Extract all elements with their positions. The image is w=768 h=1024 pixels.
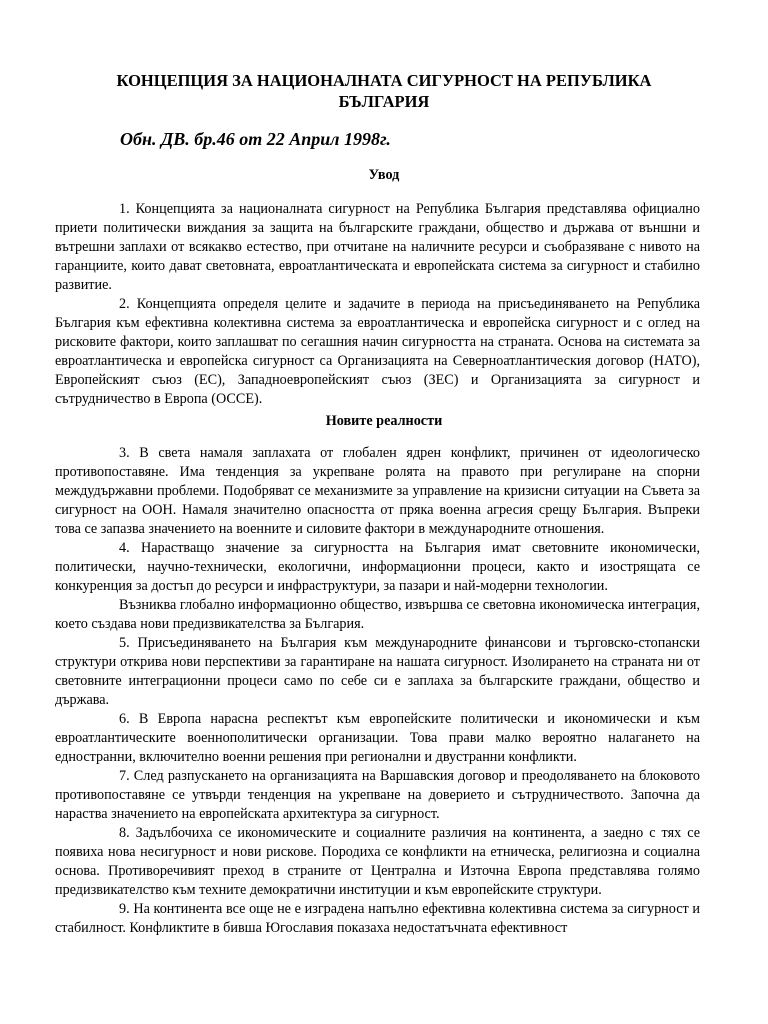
paragraph: 9. На континента все още не е изградена напълно ефективна колективна система за сигурност и стабилност. Конфликтите в бивша Югославия показаха недостатъчната ефективност <box>55 901 700 936</box>
document-title: КОНЦЕПЦИЯ ЗА НАЦИОНАЛНАТА СИГУРНОСТ НА РЕПУБЛИКА БЪЛГАРИЯ <box>116 71 652 111</box>
section-body-introduction <box>55 200 700 409</box>
paragraph: 6. В Европа нарасна респектът към европейските политически и икономически и към евроатлантическите военнополитически организации. Това прави малко вероятно налагането на едностранни, включително военни решения при регионални и двустранни конфликти. <box>55 711 700 765</box>
section-heading-new-realities: Новите реалности <box>325 413 443 429</box>
paragraph: 1. Концепцията за националната сигурност на Република България представлява официално приети политически виждания за защита на българските граждани, общество и държава от външни и вътрешни заплахи от всякакво естество, при отчитане на наличните ресурси и съобразяване с нивото на гаранциите, които дават световната, евроатлантическата и европейската система за сигурност и стабилно развитие. <box>55 201 700 293</box>
paragraph: 7. След разпускането на организацията на Варшавския договор и преодоляването на блоковото противопоставяне се утвърди тенденция на укрепване на доверието и сътрудничеството. Започна да нараства значението на европейската архитектура за сигурност. <box>55 768 700 822</box>
paragraph: 4. Нарастващо значение за сигурността на България имат световните икономически, политически, научно-технически, екологични, информационни процеси, както и изострящата се конкуренция за достъп до ресурси и инфраструктури, за пазари и най-модерни технологии. <box>55 540 700 594</box>
section-body-new-realities <box>55 444 700 938</box>
paragraph: Възниква глобално информационно общество, извършва се световна икономическа интеграция, което създава нови предизвикателства за България. <box>55 597 700 632</box>
publication-note: Обн. ДВ. бр.46 от 22 Април 1998г. <box>120 129 391 149</box>
section-heading-introduction: Увод <box>368 167 400 183</box>
paragraph: 8. Задълбочиха се икономическите и социалните различия на континента, а заедно с тях се появиха нова несигурност и нови рискове. Породиха се конфликти на етническа, религиозна и социална основа. Противоречивият преход в страните от Централна и Източна Европа представлява голямо предизвикателство към техните демократични институции и към европейските структури. <box>55 825 700 898</box>
paragraph: 5. Присъединяването на България към международните финансови и търговско-стопански структури открива нови перспективи за гарантиране на нашата сигурност. Изолирането на страната ни от световните интеграционни процеси само по себе си е заплаха за българските граждани, общество и държава. <box>55 635 700 708</box>
paragraph: 2. Концепцията определя целите и задачите в периода на присъединяването на Република България към ефективна колективна система за евроатлантическа и европейска сигурност и с оглед на рисковите фактори, които заплашват по сегашния начин сигурността на страната. Основа на системата за евроатлантическа и европейска сигурност са Организацията на Северноатлантическия договор (НАТО), Европейският съюз (ЕС), Западноевропейският съюз (ЗЕС) и Организацията за сигурност и сътрудничество в Европа (ОССЕ). <box>55 296 700 407</box>
paragraph: 3. В света намаля заплахата от глобален ядрен конфликт, причинен от идеологическо противопоставяне. Има тенденция за укрепване ролята на правото при регулиране на спорни междудържавни проблеми. Подобряват се механизмите за управление на кризисни ситуации на Съвета за сигурност на ООН. Намаля значително опасността от пряка военна агресия срещу България. Въпреки това се запазва значението на военните и силовите фактори в международните отношения. <box>55 445 700 537</box>
